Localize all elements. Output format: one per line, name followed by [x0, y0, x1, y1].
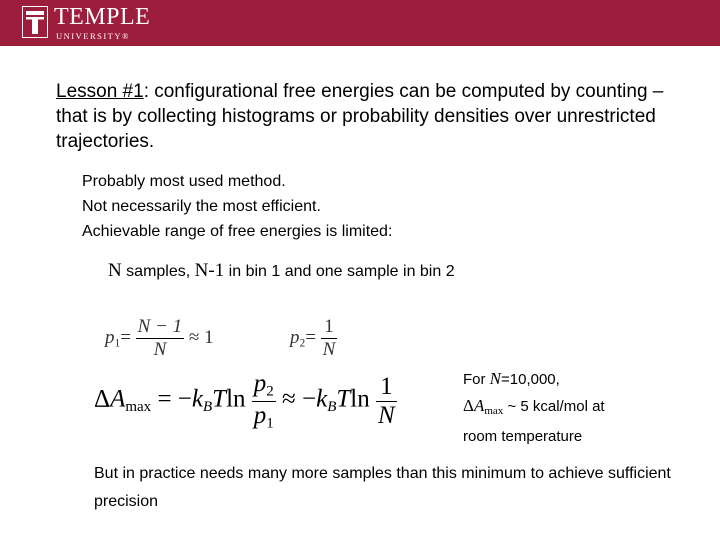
- math-N: N: [108, 260, 122, 281]
- logo-wordmark: TEMPLE: [54, 4, 151, 30]
- callout-line-2: $\Delta A_{max}$ ~ 5 kcal/mol at: [463, 396, 605, 417]
- bullet-item: Not necessarily the most efficient.: [82, 198, 321, 215]
- bullet-list: [82, 169, 392, 244]
- samples-line: N samples, N-1 in bin 1 and one sample in bin 2: [108, 260, 455, 281]
- header-banner: [0, 0, 720, 46]
- bullet-item: Probably most used method.: [82, 173, 286, 190]
- callout-line-3: room temperature: [463, 428, 583, 445]
- math-N: N: [194, 260, 209, 281]
- equation-delta-a-max: $\Delta A_{max} = -k_BTln$ $\frac{p_2}{p_1}$ ≈ $-k_BTln$ $\frac{1}{N}$: [94, 370, 395, 431]
- lesson-text: : configurational free energies can be computed by counting – that is by collecting histograms or probability densities over unrestricted trajectories.: [56, 81, 664, 152]
- logo-subtitle: UNIVERSITY®: [56, 31, 130, 41]
- equation-p2: $p_2=$ $\frac{1}{N}$: [290, 316, 336, 360]
- example-callout: [463, 366, 605, 450]
- equation-p1: $p_1=$ $\frac{N - 1}{N}$ ≈ 1: [105, 316, 214, 360]
- practice-note: But in practice needs many more samples than this minimum to achieve sufficient precision: [94, 465, 671, 510]
- lesson-label: Lesson #1: [56, 81, 144, 102]
- temple-t-icon: [22, 6, 48, 38]
- bullet-item: Achievable range of free energies is limited:: [82, 223, 393, 240]
- lesson-paragraph: [56, 79, 696, 154]
- callout-line-1: For N=10,000,: [463, 369, 560, 388]
